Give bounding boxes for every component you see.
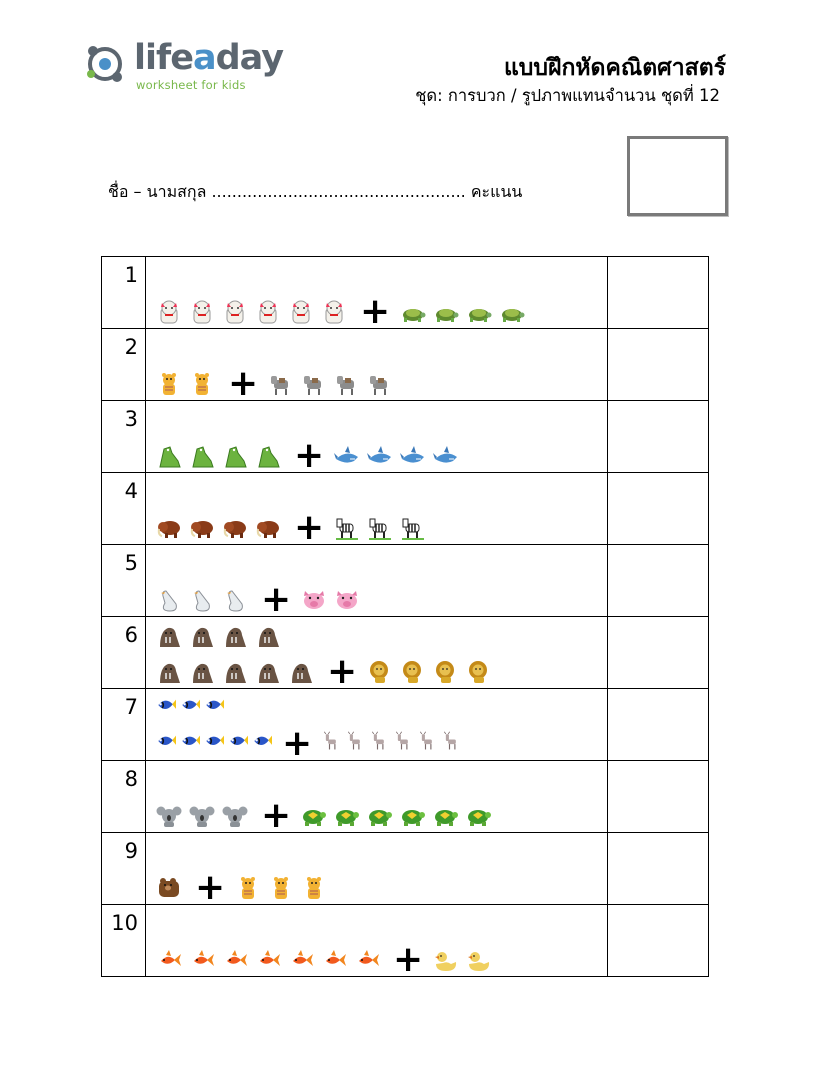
green-turtle-icon [301, 803, 327, 829]
problem-picture-cell [146, 401, 608, 476]
score-label: คะแนน [470, 182, 523, 201]
donkey-icon [334, 371, 360, 397]
shark-icon [433, 443, 459, 469]
logo-wordmark: lifeaday [134, 38, 284, 78]
problem-number-cell [102, 257, 146, 329]
donkey-icon [301, 371, 327, 397]
problem-number-cell [102, 473, 146, 545]
plus-sign: + [327, 651, 358, 692]
problem-picture-cell [146, 257, 608, 332]
problem-number-cell [102, 617, 146, 689]
turtle-icon [499, 299, 525, 325]
problem-number: 9 [124, 839, 138, 863]
problem-row [102, 329, 709, 401]
problem-number: 4 [124, 479, 138, 503]
turtle-icon [466, 299, 492, 325]
lion-icon [400, 659, 426, 685]
tiger-icon [189, 371, 215, 397]
problem-number: 7 [124, 695, 138, 719]
goldfish-icon [255, 947, 281, 973]
deer-icon [418, 731, 438, 757]
koala-icon [222, 803, 248, 829]
lion-icon [433, 659, 459, 685]
goose-icon [189, 587, 215, 613]
addition-row [156, 651, 499, 692]
crocodile-icon [156, 443, 182, 469]
walrus-icon [189, 659, 215, 685]
addition-row [156, 579, 367, 620]
addition-row [156, 939, 499, 980]
problem-row [102, 905, 709, 977]
walrus-icon [189, 623, 215, 649]
mammoth-icon [156, 515, 182, 541]
worksheet-subtitle: ชุด: การบวก / รูปภาพแทนจำนวน ชุดที่ 12 [415, 86, 720, 105]
pig-icon [334, 587, 360, 613]
worksheet-title: แบบฝึกหัดคณิตศาสตร์ [503, 55, 726, 81]
answer-cell[interactable] [608, 833, 709, 905]
bear-icon [156, 875, 182, 901]
problem-row [102, 689, 709, 761]
plus-sign: + [195, 867, 226, 908]
answer-cell[interactable] [608, 329, 709, 401]
problem-number-cell [102, 905, 146, 977]
shark-icon [400, 443, 426, 469]
shark-icon [334, 443, 360, 469]
plus-sign: + [294, 435, 325, 476]
student-name-line [108, 180, 522, 205]
name-label: ชื่อ – นามสกุล .................................................. [108, 182, 466, 201]
plus-sign: + [294, 507, 325, 548]
lion-icon [466, 659, 492, 685]
problem-number-cell [102, 401, 146, 473]
tiger-icon [301, 875, 327, 901]
addition-row [156, 795, 499, 836]
blue-fish-icon [252, 731, 272, 757]
problem-row [102, 257, 709, 329]
deer-icon [370, 731, 390, 757]
crocodile-icon [255, 443, 281, 469]
problem-row [102, 833, 709, 905]
top-animal-row [156, 623, 288, 649]
answer-cell[interactable] [608, 617, 709, 689]
walrus-icon [156, 659, 182, 685]
problem-row [102, 761, 709, 833]
problem-picture-cell [146, 473, 608, 548]
problem-number: 3 [124, 407, 138, 431]
problem-number-cell [102, 689, 146, 761]
crocodile-icon [189, 443, 215, 469]
koala-icon [156, 803, 182, 829]
blue-fish-icon [204, 695, 224, 721]
lion-icon [367, 659, 393, 685]
problem-row [102, 473, 709, 545]
green-turtle-icon [400, 803, 426, 829]
logo [82, 38, 282, 98]
mammoth-icon [222, 515, 248, 541]
duck-icon [466, 947, 492, 973]
mammoth-icon [255, 515, 281, 541]
answer-cell[interactable] [608, 473, 709, 545]
lucky-cat-icon [288, 299, 314, 325]
green-turtle-icon [334, 803, 360, 829]
logo-molecule-icon [82, 41, 128, 87]
blue-fish-icon [204, 731, 224, 757]
problem-row [102, 545, 709, 617]
plus-sign: + [261, 579, 292, 620]
score-box[interactable] [627, 136, 728, 216]
goldfish-icon [354, 947, 380, 973]
logo-tagline: worksheet for kids [136, 78, 246, 92]
addition-row [156, 363, 400, 404]
lucky-cat-icon [156, 299, 182, 325]
plus-sign: + [282, 723, 313, 764]
donkey-icon [268, 371, 294, 397]
problem-number: 1 [124, 263, 138, 287]
goose-icon [222, 587, 248, 613]
zebra-icon [334, 515, 360, 541]
top-animal-row [156, 695, 228, 721]
deer-icon [322, 731, 342, 757]
problem-picture-cell [146, 905, 608, 980]
tiger-icon [235, 875, 261, 901]
answer-cell[interactable] [608, 545, 709, 617]
turtle-icon [433, 299, 459, 325]
problem-number: 6 [124, 623, 138, 647]
turtle-icon [400, 299, 426, 325]
goldfish-icon [156, 947, 182, 973]
green-turtle-icon [466, 803, 492, 829]
problem-table [101, 256, 709, 980]
answer-cell[interactable] [608, 257, 709, 329]
goldfish-icon [222, 947, 248, 973]
problem-number: 10 [111, 911, 138, 935]
walrus-icon [222, 659, 248, 685]
deer-icon [442, 731, 462, 757]
problem-number-cell [102, 833, 146, 905]
problem-picture-cell [146, 761, 608, 836]
plus-sign: + [228, 363, 259, 404]
problem-row [102, 401, 709, 473]
green-turtle-icon [367, 803, 393, 829]
problem-number-cell [102, 761, 146, 833]
plus-sign: + [393, 939, 424, 980]
answer-cell[interactable] [608, 905, 709, 977]
walrus-icon [288, 659, 314, 685]
addition-row [156, 723, 466, 764]
problem-number-cell [102, 545, 146, 617]
goose-icon [156, 587, 182, 613]
walrus-icon [255, 623, 281, 649]
crocodile-icon [222, 443, 248, 469]
problem-picture-cell [146, 689, 608, 764]
addition-row [156, 507, 433, 548]
problem-number: 2 [124, 335, 138, 359]
blue-fish-icon [228, 731, 248, 757]
problem-number: 8 [124, 767, 138, 791]
addition-row [156, 435, 466, 476]
blue-fish-icon [156, 731, 176, 757]
goldfish-icon [189, 947, 215, 973]
duck-icon [433, 947, 459, 973]
green-turtle-icon [433, 803, 459, 829]
problem-row [102, 617, 709, 689]
zebra-icon [367, 515, 393, 541]
deer-icon [346, 731, 366, 757]
problem-picture-cell [146, 833, 608, 908]
problem-number: 5 [124, 551, 138, 575]
addition-row [156, 291, 532, 332]
tiger-icon [268, 875, 294, 901]
answer-cell[interactable] [608, 689, 709, 761]
blue-fish-icon [180, 695, 200, 721]
pig-icon [301, 587, 327, 613]
walrus-icon [222, 623, 248, 649]
shark-icon [367, 443, 393, 469]
donkey-icon [367, 371, 393, 397]
goldfish-icon [321, 947, 347, 973]
goldfish-icon [288, 947, 314, 973]
mammoth-icon [189, 515, 215, 541]
walrus-icon [156, 623, 182, 649]
lucky-cat-icon [189, 299, 215, 325]
lucky-cat-icon [321, 299, 347, 325]
tiger-icon [156, 371, 182, 397]
plus-sign: + [261, 795, 292, 836]
problem-picture-cell [146, 545, 608, 620]
problem-picture-cell [146, 329, 608, 404]
answer-cell[interactable] [608, 761, 709, 833]
problem-picture-cell [146, 617, 608, 692]
problem-number-cell [102, 329, 146, 401]
addition-row [156, 867, 334, 908]
walrus-icon [255, 659, 281, 685]
blue-fish-icon [156, 695, 176, 721]
deer-icon [394, 731, 414, 757]
koala-icon [189, 803, 215, 829]
lucky-cat-icon [222, 299, 248, 325]
lucky-cat-icon [255, 299, 281, 325]
answer-cell[interactable] [608, 401, 709, 473]
zebra-icon [400, 515, 426, 541]
plus-sign: + [360, 291, 391, 332]
blue-fish-icon [180, 731, 200, 757]
